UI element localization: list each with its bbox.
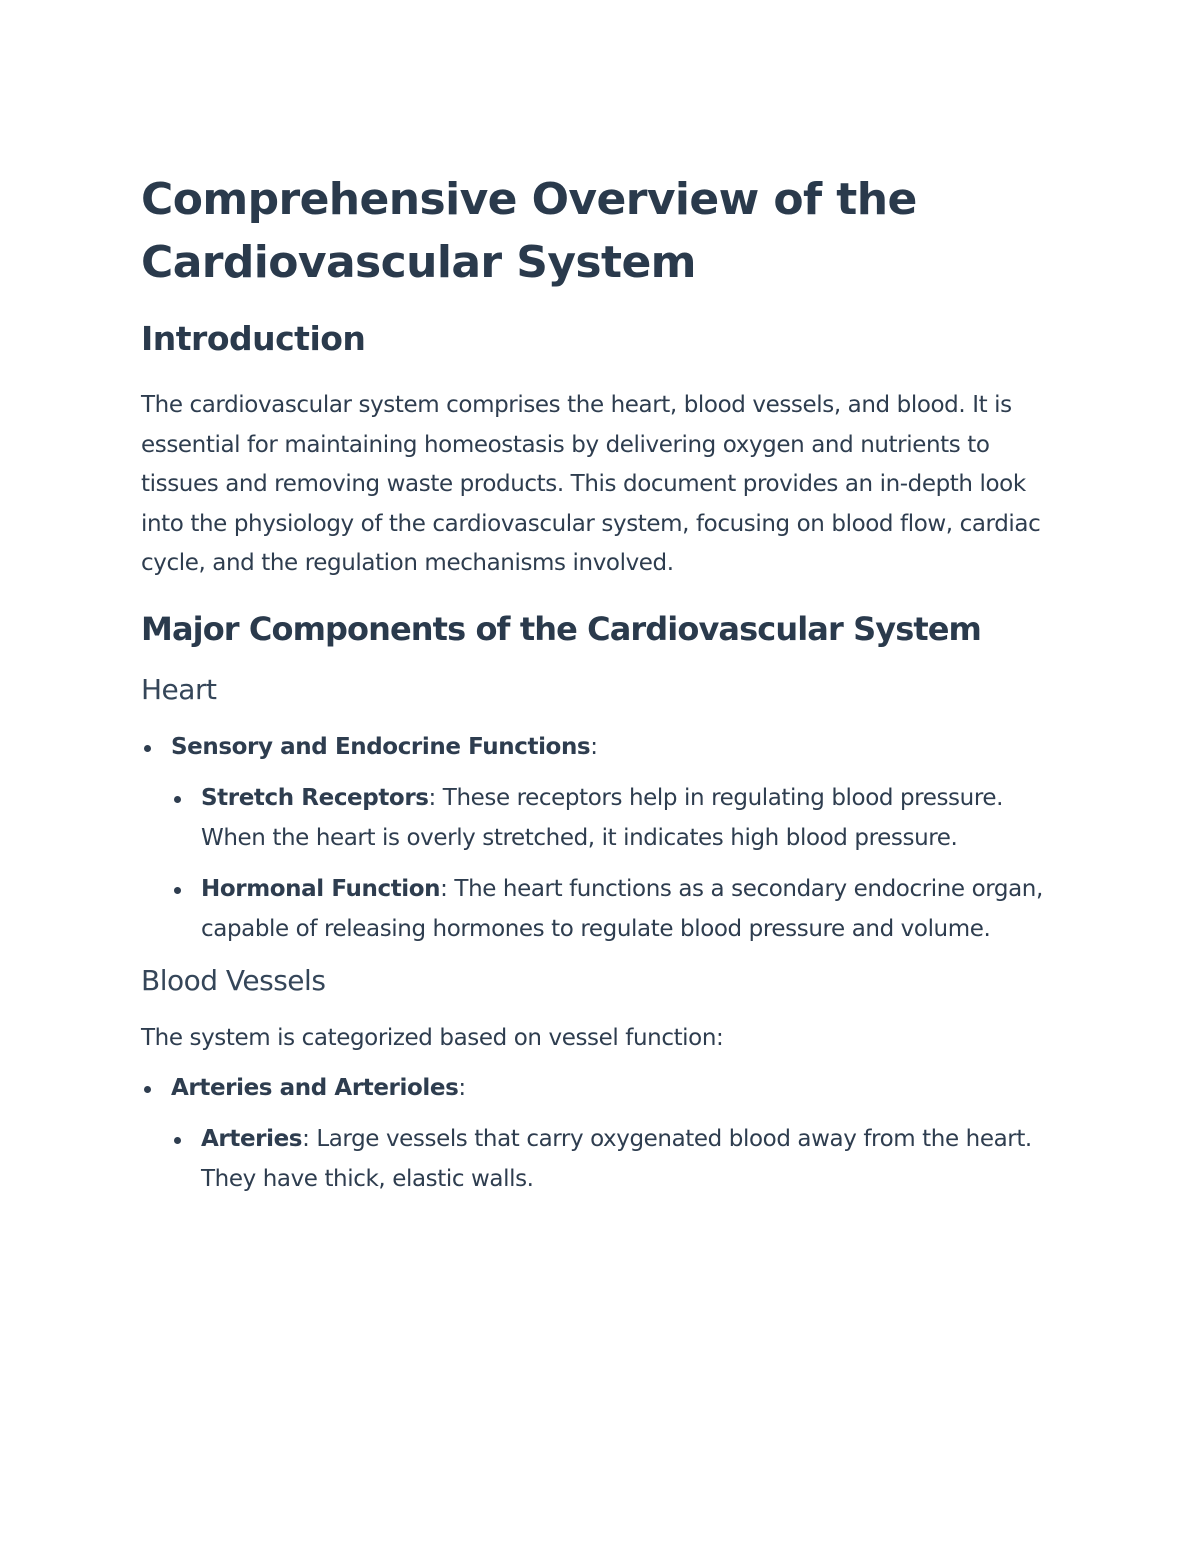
list-item-suffix: :: [590, 733, 598, 760]
introduction-paragraph: The cardiovascular system comprises the heart, blood vessels, and blood. It is essential for maintaining homeostasis by delivering oxygen and nutrients to tissues and removing waste products. This document provides an in-depth look into the physiology of the cardiovascular system, focusing on blood flow, cardiac cycle, and the regulation mechanisms involved.: [141, 392, 1041, 576]
blood-vessels-paragraph: The system is categorized based on vessel function:: [141, 1025, 724, 1051]
section-heading-introduction: Introduction: [141, 319, 366, 358]
list-item-suffix: :: [458, 1074, 466, 1101]
list-item-term: Arteries: [201, 1126, 303, 1152]
list-item-text: : The heart functions as a secondary endocrine organ, capable of releasing hormones to regulate blood pressure and volume.: [201, 876, 1043, 942]
bullet-icon: [144, 745, 151, 752]
list-item-text: : Large vessels that carry oxygenated blood away from the heart. They have thick, elastic walls.: [201, 1126, 1032, 1192]
list-item: [141, 1069, 1071, 1109]
list-item: [141, 728, 1071, 768]
list-item: [141, 870, 1071, 949]
list-item-term: Arteries and Arterioles: [171, 1074, 459, 1101]
bullet-icon: [174, 887, 181, 894]
list-item-term: Stretch Receptors: [201, 785, 429, 811]
document-title: Comprehensive Overview of the Cardiovascular System: [141, 174, 917, 288]
subsection-heading-heart: Heart: [141, 672, 217, 706]
list-item-term: Hormonal Function: [201, 876, 441, 902]
subsection-heading-blood-vessels: Blood Vessels: [141, 964, 326, 997]
section-heading-major-components: Major Components of the Cardiovascular System: [141, 609, 981, 648]
heart-list: [141, 728, 1071, 950]
bullet-icon: [174, 796, 181, 803]
document-page: [141, 168, 1071, 1211]
bullet-icon: [144, 1086, 151, 1093]
blood-vessels-list: [141, 1069, 1071, 1200]
list-item-term: Sensory and Endocrine Functions: [171, 733, 591, 760]
list-item-text: : These receptors help in regulating blood pressure. When the heart is overly stretched, it indicates high blood pressure.: [201, 785, 1004, 851]
list-item: [141, 1120, 1071, 1199]
list-item: [141, 779, 1071, 858]
bullet-icon: [174, 1137, 181, 1144]
